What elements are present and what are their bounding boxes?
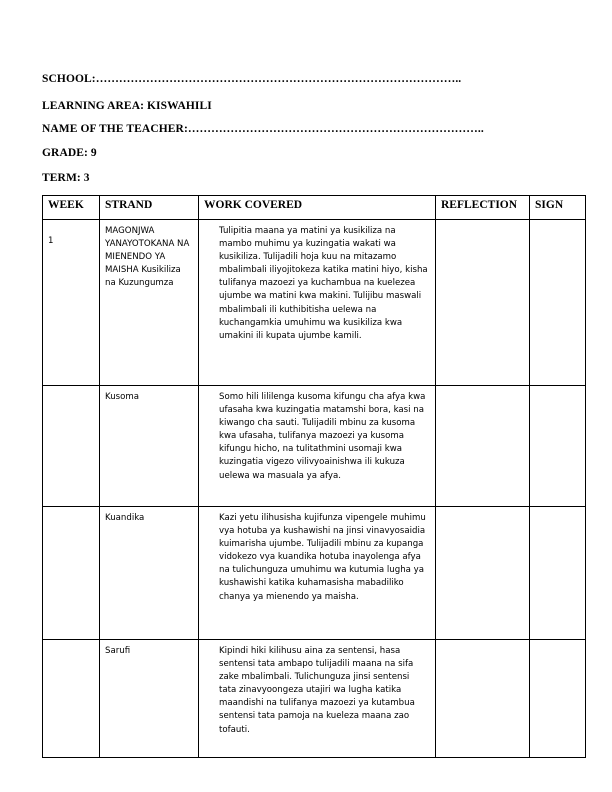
week-cell — [43, 386, 100, 507]
week-cell — [43, 507, 100, 640]
work-covered-cell: Tulipitia maana ya matini ya kusikiliza na mambo muhimu ya kuzingatia wakati wa kusikiliza. Tulijadili hoja kuu na mitazamo mbalimbali iliyojitokeza katika matini hiyo, kisha tulifanya mazoezi ya kuchambua na kuelezea ujumbe wa matini kwa makini. Tulijibu maswali mbalimbali ili kuthibitisha uelewa na kuchangamkia umuhimu wa kusikiliza kwa umakini ili kupata ujumbe kamili. — [199, 220, 436, 386]
sign-cell[interactable] — [530, 386, 586, 507]
strand-cell: Kusoma — [100, 386, 199, 507]
sign-cell[interactable] — [530, 507, 586, 640]
work-covered-cell: Kipindi hiki kilihusu aina za sentensi, hasa sentensi tata ambapo tulijadili maana na sifa zake mbalimbali. Tulichunguza jinsi sentensi tata zinavyoongeza utajiri wa lugha katika maandishi na tulifanya mazoezi ya kutambua sentensi tata pamoja na kueleza maana zao tofauti. — [199, 640, 436, 758]
strand-cell: MAGONJWA YANAYOTOKANA NA MIENENDO YA MAISHA Kusikiliza na Kuzungumza — [100, 220, 199, 386]
column-header-sign: SIGN — [530, 196, 586, 220]
table-row — [43, 386, 586, 507]
work-covered-cell: Kazi yetu ilihusisha kujifunza vipengele muhimu vya hotuba ya kushawishi na jinsi vinavyosaidia kuimarisha ujumbe. Tulijadili mbinu za kupanga vidokezo vya kuandika hotuba inayolenga afya na tulichunguza umuhimu wa kutumia lugha ya kushawishi katika kuhamasisha mabadiliko chanya ya mienendo ya maisha. — [199, 507, 436, 640]
reflection-cell[interactable] — [436, 640, 530, 758]
work-covered-cell: Somo hili lililenga kusoma kifungu cha afya kwa ufasaha kwa kuzingatia matamshi bora, kasi na kiwango cha sauti. Tulijadili mbinu za kusoma kwa ufasaha, tulifanya mazoezi ya kusoma kifungu hicho, na tulitathmini usomaji kwa kuzingatia vigezo vilivyoainishwa ili kukuza uelewa wa masuala ya afya. — [199, 386, 436, 507]
school-field: SCHOOL:………………………………………………………………………………….. — [42, 73, 462, 85]
sign-cell[interactable] — [530, 220, 586, 386]
strand-cell: Kuandika — [100, 507, 199, 640]
grade-label: GRADE: 9 — [42, 147, 97, 159]
learning-area-label: LEARNING AREA: KISWAHILI — [42, 100, 212, 112]
term-label: TERM: 3 — [42, 172, 90, 184]
reflection-cell[interactable] — [436, 220, 530, 386]
table-header-row — [43, 196, 586, 220]
table-row — [43, 507, 586, 640]
week-cell: 1 — [43, 220, 100, 386]
strand-cell: Sarufi — [100, 640, 199, 758]
record-of-work-table — [42, 195, 586, 758]
table-row — [43, 220, 586, 386]
column-header-strand: STRAND — [100, 196, 199, 220]
sign-cell[interactable] — [530, 640, 586, 758]
teacher-name-field: NAME OF THE TEACHER:………………………………………………………………….. — [42, 123, 484, 135]
reflection-cell[interactable] — [436, 386, 530, 507]
column-header-work-covered: WORK COVERED — [199, 196, 436, 220]
reflection-cell[interactable] — [436, 507, 530, 640]
table-row — [43, 640, 586, 758]
column-header-reflection: REFLECTION — [436, 196, 530, 220]
column-header-week: WEEK — [43, 196, 100, 220]
week-cell — [43, 640, 100, 758]
